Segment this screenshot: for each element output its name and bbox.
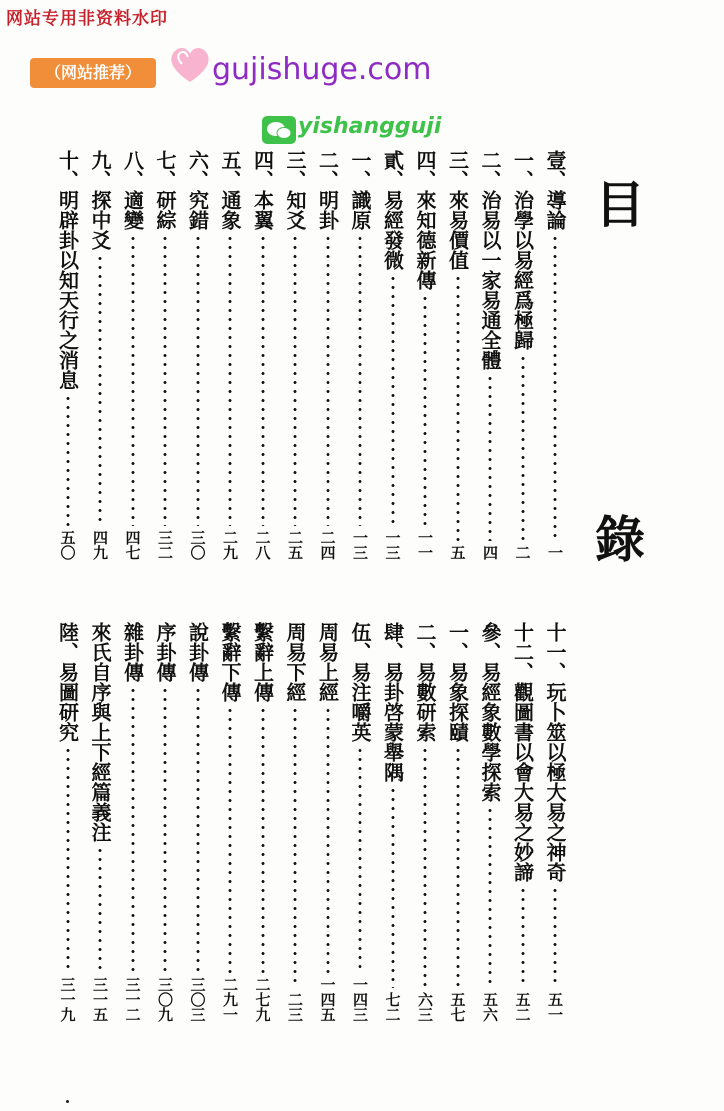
toc-entry-title: 六、究錯 <box>185 150 210 230</box>
toc-entry-page: 四九 <box>91 530 109 560</box>
toc-leader-dots <box>293 706 297 988</box>
toc-entry-title: 周易上經 <box>315 622 340 702</box>
toc-leader-dots <box>456 746 460 988</box>
toc-entry-title: 三、知爻 <box>283 150 307 230</box>
toc-entry[interactable] <box>475 622 505 1022</box>
toc-entry-page: 三二 <box>156 530 174 560</box>
toc-leader-dots <box>261 706 265 973</box>
toc-entry[interactable] <box>215 150 245 560</box>
toc-entry-page: 一三 <box>351 530 369 560</box>
toc-entry[interactable] <box>85 622 115 1022</box>
toc-entry-title: 十二、觀圖書以會大易之妙諦 <box>510 622 535 882</box>
toc-entry-title: 五、通象 <box>218 150 242 230</box>
toc-entry-page: 一四五 <box>318 977 337 1022</box>
toc-leader-dots <box>423 746 427 988</box>
toc-entry-page: 五一 <box>546 992 564 1022</box>
toc-leader-dots <box>163 686 167 973</box>
toc-entry[interactable] <box>475 150 505 560</box>
toc-entry-title: 參、易經象數學探索 <box>478 622 502 802</box>
toc-entry-title: 九、探中爻 <box>88 150 112 250</box>
toc-entry[interactable] <box>248 150 278 560</box>
toc-entry[interactable] <box>410 622 440 1022</box>
toc-entry[interactable] <box>540 622 570 1022</box>
toc-entry[interactable] <box>508 622 538 1022</box>
toc-entry-page: 五七 <box>448 992 467 1022</box>
toc-leader-dots <box>488 374 492 541</box>
toc-leader-dots <box>196 234 200 526</box>
toc-leader-dots <box>358 234 362 526</box>
toc-entry[interactable] <box>118 150 148 560</box>
toc-leader-dots <box>163 234 167 526</box>
stray-mark <box>66 1100 69 1103</box>
toc-entry-page: 三〇 <box>188 530 207 560</box>
toc-entry-title: 陸、易圖研究 <box>55 622 80 742</box>
toc-leader-dots <box>456 274 460 541</box>
toc-entry[interactable] <box>345 622 375 1022</box>
toc-entry[interactable] <box>118 622 148 1022</box>
toc-leader-dots <box>553 234 557 541</box>
toc-leader-dots <box>326 706 330 973</box>
toc-entry-title: 四、本翼 <box>250 150 275 230</box>
toc-entry-title: 肆、易卦啓蒙舉隅 <box>380 622 405 782</box>
toc-entry-title: 四、來知德新傳 <box>413 150 437 290</box>
toc-leader-dots <box>131 686 135 973</box>
toc-entry-title: 序卦傳 <box>153 622 177 682</box>
heart-icon <box>168 44 212 84</box>
toc-entry-title: 來氏自序與上下經篇義注 <box>88 622 112 842</box>
toc-entry-page: 二四 <box>318 530 337 560</box>
toc-entry[interactable] <box>443 622 473 1022</box>
toc-entry-title: 二、治易以一家易通全體 <box>478 150 502 370</box>
toc-leader-dots <box>423 294 427 526</box>
toc-entry-page: 一一 <box>416 530 434 560</box>
toc-entry-title: 七、研綜 <box>153 150 177 230</box>
toc-entry[interactable] <box>150 622 180 1022</box>
toc-leader-dots <box>261 234 265 526</box>
toc-entry[interactable] <box>53 150 83 560</box>
toc-entry[interactable] <box>248 622 278 1022</box>
toc-entry-title: 十一、玩卜筮以極大易之神奇 <box>543 622 567 882</box>
site-url[interactable]: gujishuge.com <box>212 52 432 87</box>
toc-leader-dots <box>228 234 232 526</box>
title-char-mu: 目 <box>595 175 645 234</box>
toc-entry-page: 五〇 <box>58 530 77 560</box>
toc-entry-page: 七二 <box>383 992 402 1022</box>
toc-entry-page: 一四三 <box>351 977 369 1022</box>
toc-entry[interactable] <box>150 150 180 560</box>
toc-entry-page: 三一二 <box>123 977 142 1022</box>
toc-entry[interactable] <box>313 150 343 560</box>
toc-entry-page: 二八 <box>253 530 272 560</box>
toc-entry-title: 雜卦傳 <box>120 622 145 682</box>
toc-leader-dots <box>521 354 525 541</box>
toc-entry-title: 二、易數研索 <box>413 622 437 742</box>
toc-entry-title: 繫辭下傳 <box>218 622 242 702</box>
toc-entry-page: 二五 <box>286 530 304 560</box>
toc-entry[interactable] <box>53 622 83 1022</box>
toc-leader-dots <box>66 746 70 973</box>
toc-leader-dots <box>553 886 557 988</box>
toc-entry-page: 三一九 <box>58 977 77 1022</box>
toc-entry-page: 二三 <box>286 992 304 1022</box>
toc-entry-title: 壹、導論 <box>543 150 567 230</box>
toc-entry-title: 三、來易價值 <box>445 150 470 270</box>
toc-entry[interactable] <box>85 150 115 560</box>
toc-entry-title: 周易下經 <box>283 622 307 702</box>
toc-entry-page: 四 <box>481 545 499 560</box>
toc-entry-title: 十、明辟卦以知天行之消息 <box>55 150 80 390</box>
toc-entry[interactable] <box>443 150 473 560</box>
toc-entry-title: 繫辭上傳 <box>250 622 275 702</box>
toc-entry-page: 三〇九 <box>156 977 174 1022</box>
toc-entry-page: 三一五 <box>91 977 109 1022</box>
wechat-icon <box>262 116 296 144</box>
toc-entry-title: 一、易象探賾 <box>445 622 470 742</box>
toc-leader-dots <box>196 686 200 973</box>
toc-entry[interactable] <box>345 150 375 560</box>
toc-entry-page: 三〇三 <box>188 977 207 1022</box>
toc-entry-page: 二九 <box>221 530 239 560</box>
watermark-text: 网站专用非资料水印 <box>6 9 168 29</box>
toc-entry-page: 五二 <box>513 992 532 1022</box>
toc-entry-page: 四七 <box>123 530 142 560</box>
toc-entry[interactable] <box>215 622 245 1022</box>
toc-leader-dots <box>228 706 232 973</box>
toc-entry[interactable] <box>378 622 408 1022</box>
toc-entry-page: 五 <box>448 545 467 560</box>
toc-entry[interactable] <box>183 622 213 1022</box>
toc-leader-dots <box>98 254 102 526</box>
toc-entry-title: 貳、易經發微 <box>380 150 405 270</box>
site-url-secondary[interactable]: yishangguji <box>298 114 442 139</box>
title-char-lu: 錄 <box>595 510 645 569</box>
toc-leader-dots <box>391 786 395 988</box>
toc-leader-dots <box>358 746 362 973</box>
toc-entry[interactable] <box>313 622 343 1022</box>
toc-leader-dots <box>293 234 297 526</box>
toc-entry[interactable] <box>540 150 570 560</box>
toc-entry[interactable] <box>378 150 408 560</box>
toc-entry-page: 六三 <box>416 992 434 1022</box>
toc-entry[interactable] <box>410 150 440 560</box>
toc-entry-title: 說卦傳 <box>185 622 210 682</box>
toc-leader-dots <box>131 234 135 526</box>
toc-entry-page: 一三 <box>383 530 402 560</box>
toc-entry[interactable] <box>280 622 310 1022</box>
toc-leader-dots <box>488 806 492 988</box>
toc-entry-page: 一 <box>546 545 564 560</box>
toc-entry-title: 一、治學以易經爲極歸 <box>510 150 535 350</box>
toc-leader-dots <box>98 846 102 973</box>
toc-entry-title: 二、明卦 <box>315 150 340 230</box>
toc-entry-title: 八、適變 <box>120 150 145 230</box>
toc-entry[interactable] <box>183 150 213 560</box>
toc-entry-title: 伍、易注嚼英 <box>348 622 372 742</box>
toc-entry-title: 一、識原 <box>348 150 372 230</box>
toc-leader-dots <box>391 274 395 526</box>
toc-entry[interactable] <box>280 150 310 560</box>
toc-leader-dots <box>66 394 70 526</box>
toc-entry-page: 五六 <box>481 992 499 1022</box>
toc-entry-page: 二九一 <box>221 977 239 1022</box>
toc-leader-dots <box>521 886 525 988</box>
toc-entry[interactable] <box>508 150 538 560</box>
toc-entry-page: 二七九 <box>253 977 272 1022</box>
site-badge[interactable]: （网站推荐） <box>30 58 156 88</box>
toc-leader-dots <box>326 234 330 526</box>
toc-entry-page: 二 <box>513 545 532 560</box>
